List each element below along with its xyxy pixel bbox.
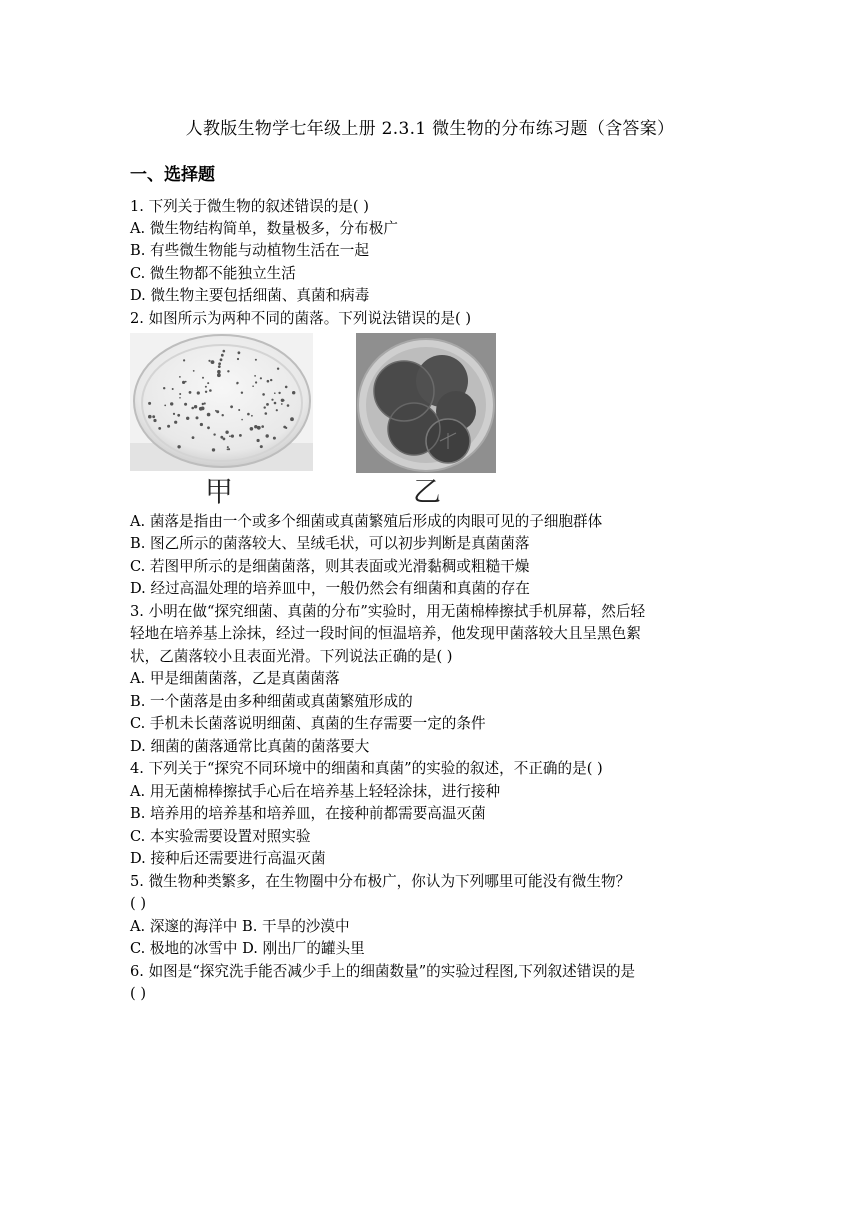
colony-dot — [230, 405, 233, 408]
colony-dot — [201, 407, 205, 411]
colony-dot — [274, 392, 276, 394]
colony-dot — [172, 388, 174, 390]
figure-label-yi: 乙 — [413, 475, 442, 508]
colony-dot — [238, 409, 240, 411]
colony-dot — [177, 414, 180, 417]
colony-dot — [252, 385, 254, 387]
colony-dot — [163, 387, 165, 389]
colony-dot — [267, 380, 270, 383]
colony-dot — [227, 370, 229, 372]
colony-dot — [189, 391, 192, 394]
colony-dot — [255, 359, 257, 361]
colony-dot — [283, 399, 285, 401]
colony-dot — [200, 423, 203, 426]
colony-dot — [227, 446, 229, 448]
colony-dot — [285, 427, 287, 429]
colony-dot — [292, 391, 295, 394]
colony-dot — [276, 409, 278, 411]
colony-dot — [218, 365, 221, 368]
colony-dot — [238, 351, 241, 354]
option-line: A. 微生物结构简单，数量极多，分布极广 — [130, 220, 398, 237]
colony-dot — [221, 354, 224, 357]
colony-dot — [208, 360, 210, 362]
option-line: A. 深邃的海洋中 B. 干旱的沙漠中 — [130, 918, 350, 935]
colony-dot — [260, 377, 262, 379]
question-text-line: ( ) — [130, 895, 147, 912]
colony-dot — [270, 379, 272, 381]
colony-dot — [164, 405, 166, 407]
colony-dot — [262, 393, 265, 396]
colony-dot — [179, 397, 181, 399]
colony-dot — [223, 350, 226, 353]
figure-label-jia: 甲 — [205, 475, 234, 508]
colony-dot — [158, 427, 161, 430]
colony-dot — [186, 417, 189, 420]
option-line: D. 细菌的菌落通常比真菌的菌落要大 — [130, 738, 370, 755]
question-text-line: ( ) — [130, 985, 147, 1002]
colony-dot — [257, 439, 260, 442]
colony-dot — [217, 373, 221, 377]
colony-dot — [183, 359, 185, 361]
colony-dot — [290, 417, 294, 421]
colony-dot — [266, 403, 269, 406]
question-6: 6. 如图是“探究洗手能否减少手上的细菌数量”的实验过程图,下列叙述错误的是 — [130, 963, 636, 980]
colony-dot — [167, 425, 170, 428]
colony-dot — [225, 431, 228, 434]
option-line: B. 有些微生物能与动植物生活在一起 — [130, 242, 369, 259]
colony-dot — [177, 445, 180, 448]
colony-dot — [261, 425, 264, 428]
colony-dot — [251, 415, 253, 417]
colony-dot — [254, 375, 256, 377]
colony-dot — [220, 436, 223, 439]
colony-dot — [241, 419, 243, 421]
colony-dot — [173, 413, 175, 415]
option-line: C. 若图甲所示的是细菌菌落，则其表面或光滑黏稠或粗糙干燥 — [130, 558, 530, 575]
colony-dot — [236, 382, 238, 384]
section-heading: 一、选择题 — [130, 165, 215, 185]
colony-dot — [212, 448, 215, 451]
colony-dot — [229, 435, 231, 437]
colony-dot — [179, 393, 181, 395]
colony-dot — [217, 370, 221, 374]
colony-dot — [207, 382, 209, 384]
colony-dot — [153, 419, 156, 422]
colony-dot — [191, 407, 194, 410]
colony-dot — [287, 404, 290, 407]
colony-dot — [193, 370, 195, 372]
colony-dot — [192, 436, 195, 439]
colony-dot — [274, 402, 277, 405]
colony-dot — [255, 381, 257, 383]
colony-dot — [205, 391, 207, 393]
colony-dot — [250, 427, 254, 431]
colony-dot — [273, 437, 276, 440]
colony-dot — [220, 358, 223, 361]
question-5: 5. 微生物种类繁多，在生物圈中分布极广，你认为下列哪里可能没有微生物？ — [130, 873, 631, 890]
colony-dot — [260, 445, 263, 448]
colony-dot — [185, 381, 187, 383]
colony-dot — [264, 406, 266, 408]
colony-dot — [207, 413, 211, 417]
colony-dot — [196, 416, 199, 419]
colony-dot — [148, 415, 152, 419]
colony-dot — [207, 426, 210, 429]
option-line: D. 微生物主要包括细菌、真菌和病毒 — [130, 287, 370, 304]
colony-dot — [215, 410, 217, 412]
option-line: A. 菌落是指由一个或多个细菌或真菌繁殖后形成的肉眼可见的子细胞群体 — [130, 513, 603, 530]
colony-dot — [271, 399, 273, 401]
colony-dot — [228, 448, 230, 450]
question-text-line: 状，乙菌落较小且表面光滑。下列说法正确的是( ) — [130, 648, 453, 665]
colony-dot — [266, 434, 269, 437]
option-line: C. 手机未长菌落说明细菌、真菌的生存需要一定的条件 — [130, 715, 486, 732]
question-4: 4. 下列关于“探究不同环境中的细菌和真菌”的实验的叙述，不正确的是( ) — [130, 760, 603, 777]
colony-dot — [231, 435, 234, 438]
bacterial-colony-image — [130, 333, 313, 471]
question-1: 1. 下列关于微生物的叙述错误的是( ) — [130, 198, 369, 215]
option-line: C. 本实验需要设置对照实验 — [130, 828, 311, 845]
option-line: A. 甲是细菌菌落，乙是真菌菌落 — [130, 670, 340, 687]
question-2: 2. 如图所示为两种不同的菌落。下列说法错误的是( ) — [130, 310, 472, 327]
colony-dot — [174, 421, 177, 424]
option-line: B. 一个菌落是由多种细菌或真菌繁殖形成的 — [130, 693, 413, 710]
fungal-colony-image — [356, 333, 496, 473]
colony-dot — [237, 358, 239, 360]
option-line: C. 极地的冰雪中 D. 刚出厂的罐头里 — [130, 940, 365, 957]
colony-dot — [197, 391, 200, 394]
option-line: D. 经过高温处理的培养皿中，一般仍然会有细菌和真菌的存在 — [130, 580, 530, 597]
colony-dot — [277, 368, 279, 370]
colony-dot — [182, 381, 185, 384]
option-line: B. 图乙所示的菌落较大、呈绒毛状，可以初步判断是真菌菌落 — [130, 535, 530, 552]
colony-dot — [170, 402, 173, 405]
option-line: D. 接种后还需要进行高温灭菌 — [130, 850, 326, 867]
question-3: 3. 小明在做“探究细菌、真菌的分布”实验时，用无菌棉棒擦拭手机屏幕，然后轻 — [130, 603, 646, 620]
colony-dot — [281, 403, 283, 405]
colony-dot — [202, 403, 204, 405]
colony-dot — [285, 386, 288, 389]
colony-dot — [254, 425, 257, 428]
colony-dot — [265, 412, 268, 415]
question-text-line: 轻地在培养基上涂抹，经过一段时间的恒温培养，他发现甲菌落较大且呈黑色絮 — [130, 625, 641, 642]
colony-dot — [209, 389, 212, 392]
colony-dot — [148, 402, 151, 405]
colony-dot — [222, 414, 224, 416]
colony-dot — [211, 360, 215, 364]
colony-dot — [184, 403, 187, 406]
colony-dot — [202, 377, 204, 379]
colony-dot — [205, 386, 207, 388]
colony-dot — [278, 392, 280, 394]
option-line: B. 培养用的培养基和培养皿，在接种前都需要高温灭菌 — [130, 805, 486, 822]
colony-dot — [239, 434, 242, 437]
colony-dot — [213, 433, 215, 435]
colony-dot — [247, 413, 250, 416]
option-line: A. 用无菌棉棒擦拭手心后在培养基上轻轻涂抹，进行接种 — [130, 783, 501, 800]
document-title: 人教版生物学七年级上册 2.3.1 微生物的分布练习题（含答案） — [185, 119, 675, 139]
colony-dot — [194, 405, 197, 408]
colony-dot — [218, 362, 221, 365]
option-line: C. 微生物都不能独立生活 — [130, 265, 296, 282]
colony-dot — [179, 376, 181, 378]
colony-dot — [241, 392, 243, 394]
colony-dot — [152, 415, 155, 418]
